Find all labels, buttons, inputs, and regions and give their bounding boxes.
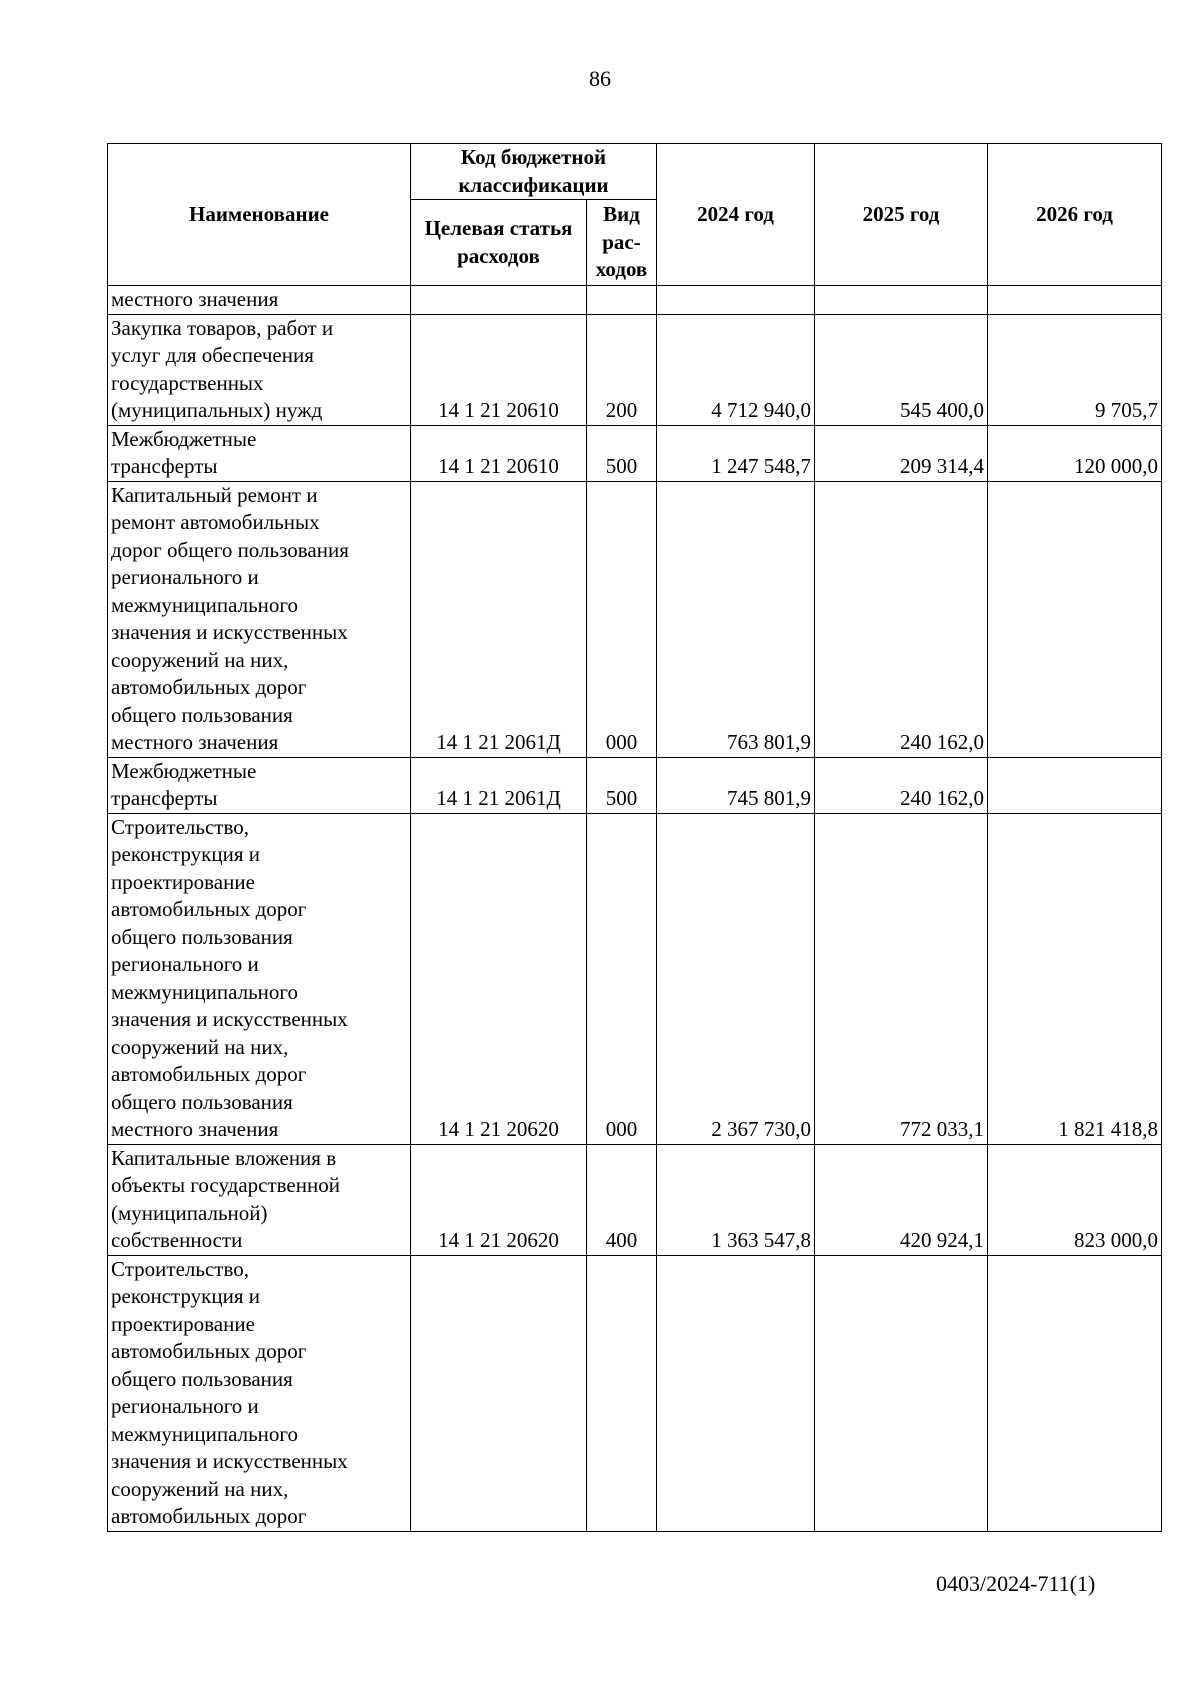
row-value-2024: 745 801,9	[657, 757, 815, 813]
row-value-2025: 209 314,4	[815, 425, 988, 481]
row-value-2026: 9 705,7	[988, 314, 1162, 425]
header-2026: 2026 год	[988, 144, 1162, 286]
row-name: Строительство, реконструкция и проектирование автомобильных дорог общего пользования регионального и межмуниципального значения и искусственных сооружений на них, автомобильных дорог общего пользования местного значения	[108, 813, 411, 1144]
header-2025: 2025 год	[815, 144, 988, 286]
row-value-2026	[988, 757, 1162, 813]
row-target-code: 14 1 21 20620	[411, 1144, 587, 1255]
row-name: местного значения	[108, 286, 411, 315]
row-value-2025: 772 033,1	[815, 813, 988, 1144]
header-code-group: Код бюджетной классификации	[411, 144, 657, 200]
page-number: 86	[589, 66, 611, 91]
header-kind: Вид рас-ходов	[587, 200, 657, 286]
row-value-2025: 545 400,0	[815, 314, 988, 425]
row-value-2024: 2 367 730,0	[657, 813, 815, 1144]
table-row	[108, 286, 1162, 315]
row-value-2026	[988, 1255, 1162, 1531]
table-row	[108, 1255, 1162, 1531]
row-name: Межбюджетные трансферты	[108, 757, 411, 813]
row-value-2024: 4 712 940,0	[657, 314, 815, 425]
row-value-2024: 1 247 548,7	[657, 425, 815, 481]
row-expense-kind	[587, 286, 657, 315]
row-value-2026	[988, 286, 1162, 315]
row-value-2024: 763 801,9	[657, 481, 815, 757]
row-value-2025	[815, 286, 988, 315]
budget-table	[107, 143, 1162, 1532]
row-value-2026: 823 000,0	[988, 1144, 1162, 1255]
row-expense-kind	[587, 1255, 657, 1531]
row-expense-kind: 500	[587, 757, 657, 813]
row-expense-kind: 500	[587, 425, 657, 481]
header-2024: 2024 год	[657, 144, 815, 286]
row-expense-kind: 200	[587, 314, 657, 425]
row-expense-kind: 400	[587, 1144, 657, 1255]
row-name: Капитальные вложения в объекты государственной (муниципальной) собственности	[108, 1144, 411, 1255]
table-row	[108, 481, 1162, 757]
row-target-code: 14 1 21 20620	[411, 813, 587, 1144]
row-expense-kind: 000	[587, 481, 657, 757]
table-row	[108, 1144, 1162, 1255]
table-row	[108, 314, 1162, 425]
header-target: Целевая статья расходов	[411, 200, 587, 286]
table-row	[108, 757, 1162, 813]
row-value-2026: 1 821 418,8	[988, 813, 1162, 1144]
row-value-2024	[657, 286, 815, 315]
row-value-2025: 240 162,0	[815, 757, 988, 813]
row-name: Закупка товаров, работ и услуг для обеспечения государственных (муниципальных) нужд	[108, 314, 411, 425]
row-name: Капитальный ремонт и ремонт автомобильных дорог общего пользования регионального и межмуниципального значения и искусственных сооружений на них, автомобильных дорог общего пользования местного значения	[108, 481, 411, 757]
footer-document-code: 0403/2024-711(1)	[936, 1571, 1096, 1596]
row-target-code: 14 1 21 20610	[411, 425, 587, 481]
header-name: Наименование	[108, 144, 411, 286]
row-target-code	[411, 1255, 587, 1531]
row-name: Строительство, реконструкция и проектирование автомобильных дорог общего пользования регионального и межмуниципального значения и искусственных сооружений на них, автомобильных дорог	[108, 1255, 411, 1531]
row-value-2026	[988, 481, 1162, 757]
row-name: Межбюджетные трансферты	[108, 425, 411, 481]
row-target-code	[411, 286, 587, 315]
row-value-2025	[815, 1255, 988, 1531]
row-target-code: 14 1 21 2061Д	[411, 757, 587, 813]
table-row	[108, 425, 1162, 481]
row-target-code: 14 1 21 20610	[411, 314, 587, 425]
table-row	[108, 813, 1162, 1144]
row-value-2025: 420 924,1	[815, 1144, 988, 1255]
row-expense-kind: 000	[587, 813, 657, 1144]
row-value-2024	[657, 1255, 815, 1531]
row-target-code: 14 1 21 2061Д	[411, 481, 587, 757]
row-value-2026: 120 000,0	[988, 425, 1162, 481]
row-value-2024: 1 363 547,8	[657, 1144, 815, 1255]
row-value-2025: 240 162,0	[815, 481, 988, 757]
